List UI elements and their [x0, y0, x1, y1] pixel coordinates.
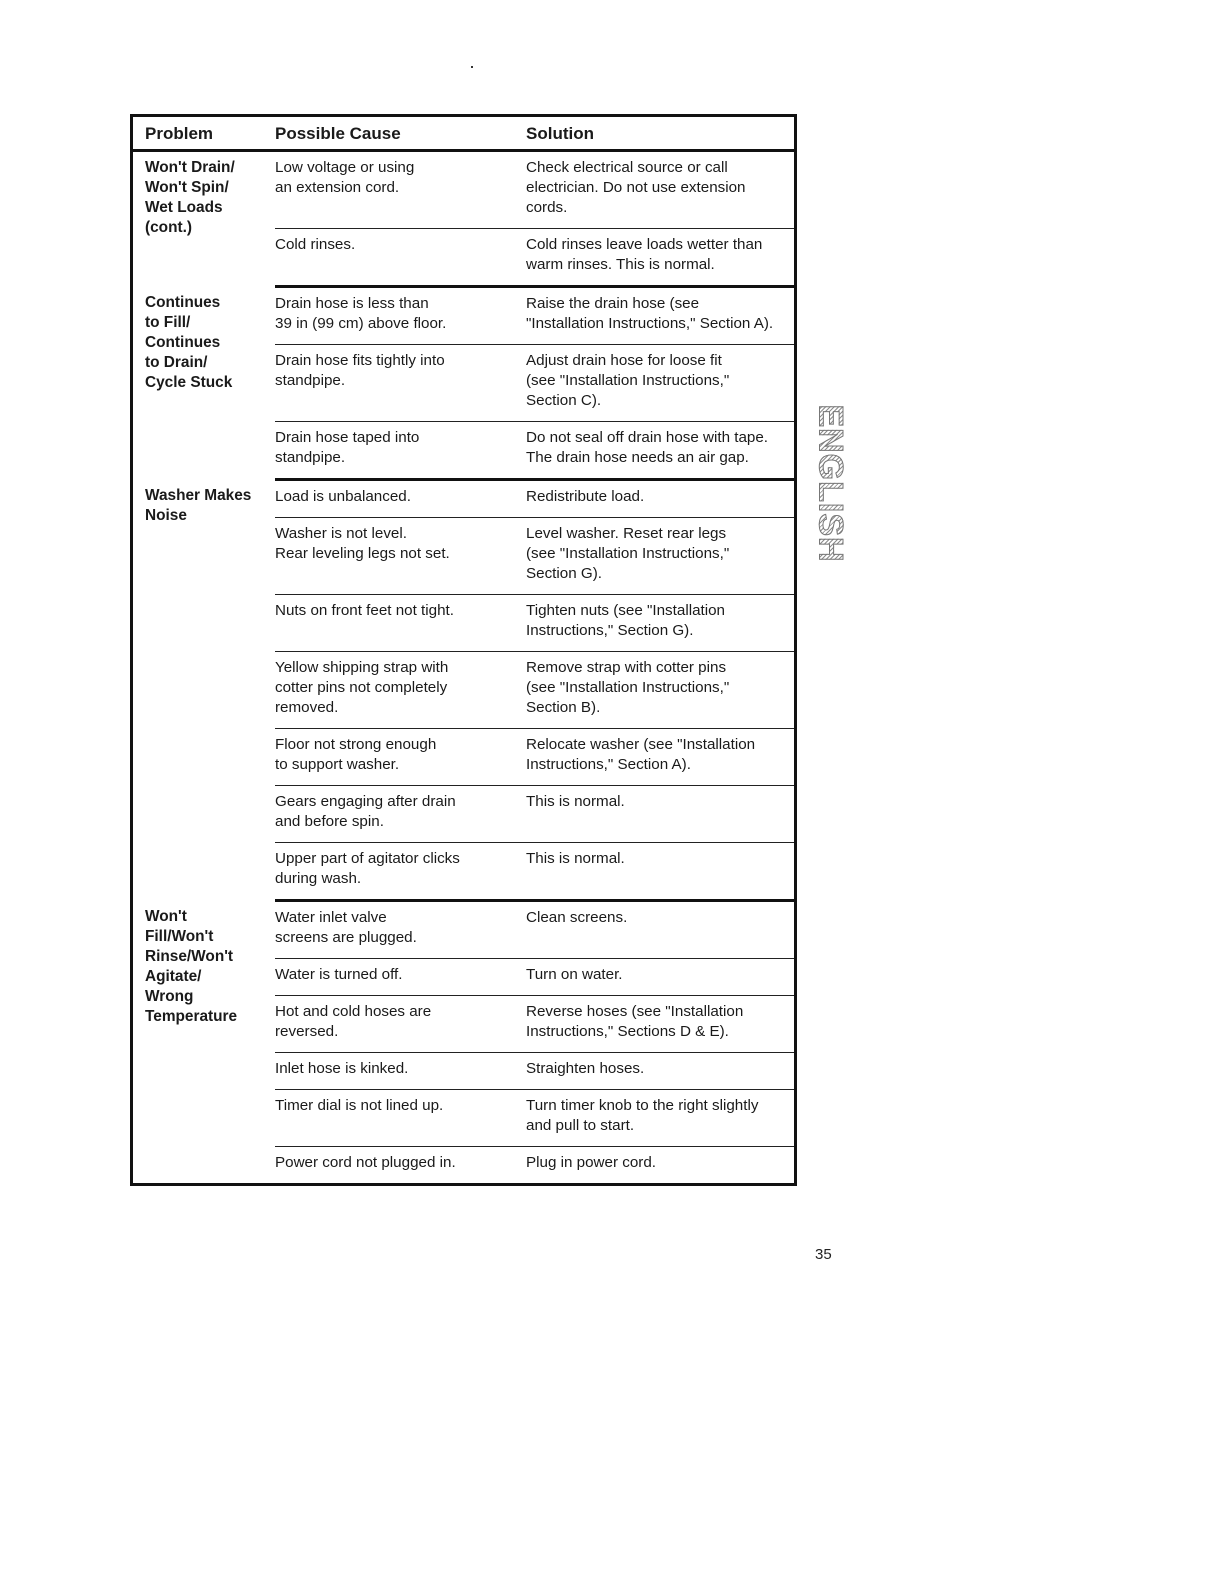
solution-cell: Raise the drain hose (see "Installation Instructions," Section A). [526, 295, 774, 332]
solution-cell: This is normal. [526, 786, 796, 843]
possible-cause-cell: Gears engaging after drain and before spin. [275, 786, 526, 843]
possible-cause-cell: Cold rinses. [275, 229, 526, 287]
solution-cell: Relocate washer (see "Installation Instructions," Section A). [526, 729, 796, 786]
possible-cause-cell: Water is turned off. [275, 959, 526, 996]
solution-cell: Clean screens. [526, 909, 628, 926]
solution-cell: Adjust drain hose for loose fit (see "Installation Instructions," Section C). [526, 345, 796, 422]
possible-cause-cell: Floor not strong enough to support washer. [275, 729, 526, 786]
language-side-tab [811, 398, 850, 568]
table-row [132, 901, 796, 959]
possible-cause-cell: Power cord not plugged in. [275, 1147, 526, 1185]
possible-cause-cell: Load is unbalanced. [275, 488, 411, 505]
possible-cause-cell: Hot and cold hoses are reversed. [275, 996, 526, 1053]
solution-cell: Level washer. Reset rear legs (see "Installation Instructions," Section G). [526, 518, 796, 595]
possible-cause-cell: Timer dial is not lined up. [275, 1090, 526, 1147]
possible-cause-cell: Inlet hose is kinked. [275, 1053, 526, 1090]
problem-cell: Won't Drain/ Won't Spin/ Wet Loads (cont.) [145, 159, 235, 236]
side-tab-label: ENGLISH [811, 403, 850, 563]
possible-cause-cell: Low voltage or using an extension cord. [275, 159, 415, 196]
header-solution: Solution [526, 116, 796, 151]
problem-cell: Washer Makes Noise [145, 486, 252, 524]
possible-cause-cell: Yellow shipping strap with cotter pins not completely removed. [275, 652, 526, 729]
page-number: 35 [815, 1246, 832, 1263]
solution-cell: Check electrical source or call electrician. Do not use extension cords. [526, 159, 746, 216]
possible-cause-cell: Nuts on front feet not tight. [275, 595, 526, 652]
possible-cause-cell: Water inlet valve screens are plugged. [275, 909, 417, 946]
possible-cause-cell: Drain hose fits tightly into standpipe. [275, 345, 526, 422]
table-header-row [132, 116, 796, 151]
solution-cell: This is normal. [526, 843, 796, 901]
solution-cell: Turn on water. [526, 959, 796, 996]
solution-cell: Tighten nuts (see "Installation Instructions," Section G). [526, 595, 796, 652]
stray-dot [471, 66, 473, 68]
header-possible-cause: Possible Cause [275, 116, 526, 151]
table-row [132, 287, 796, 345]
table-body [132, 151, 796, 1185]
possible-cause-cell: Drain hose is less than 39 in (99 cm) above floor. [275, 295, 447, 332]
possible-cause-cell: Upper part of agitator clicks during wash. [275, 843, 526, 901]
troubleshooting-table [130, 114, 797, 1186]
solution-cell: Cold rinses leave loads wetter than warm rinses. This is normal. [526, 229, 796, 287]
solution-cell: Straighten hoses. [526, 1053, 796, 1090]
solution-cell: Reverse hoses (see "Installation Instructions," Sections D & E). [526, 996, 796, 1053]
possible-cause-cell: Drain hose taped into standpipe. [275, 422, 526, 480]
problem-cell: Continues to Fill/ Continues to Drain/ Cycle Stuck [145, 293, 233, 391]
header-problem: Problem [132, 116, 276, 151]
solution-cell: Remove strap with cotter pins (see "Installation Instructions," Section B). [526, 652, 796, 729]
table-row [132, 480, 796, 518]
problem-cell: Won't Fill/Won't Rinse/Won't Agitate/ Wrong Temperature [145, 907, 238, 1025]
solution-cell: Plug in power cord. [526, 1147, 796, 1185]
table-row [132, 151, 796, 229]
solution-cell: Do not seal off drain hose with tape. The drain hose needs an air gap. [526, 422, 796, 480]
solution-cell: Redistribute load. [526, 488, 645, 505]
possible-cause-cell: Washer is not level. Rear leveling legs not set. [275, 518, 526, 595]
solution-cell: Turn timer knob to the right slightly and pull to start. [526, 1090, 796, 1147]
